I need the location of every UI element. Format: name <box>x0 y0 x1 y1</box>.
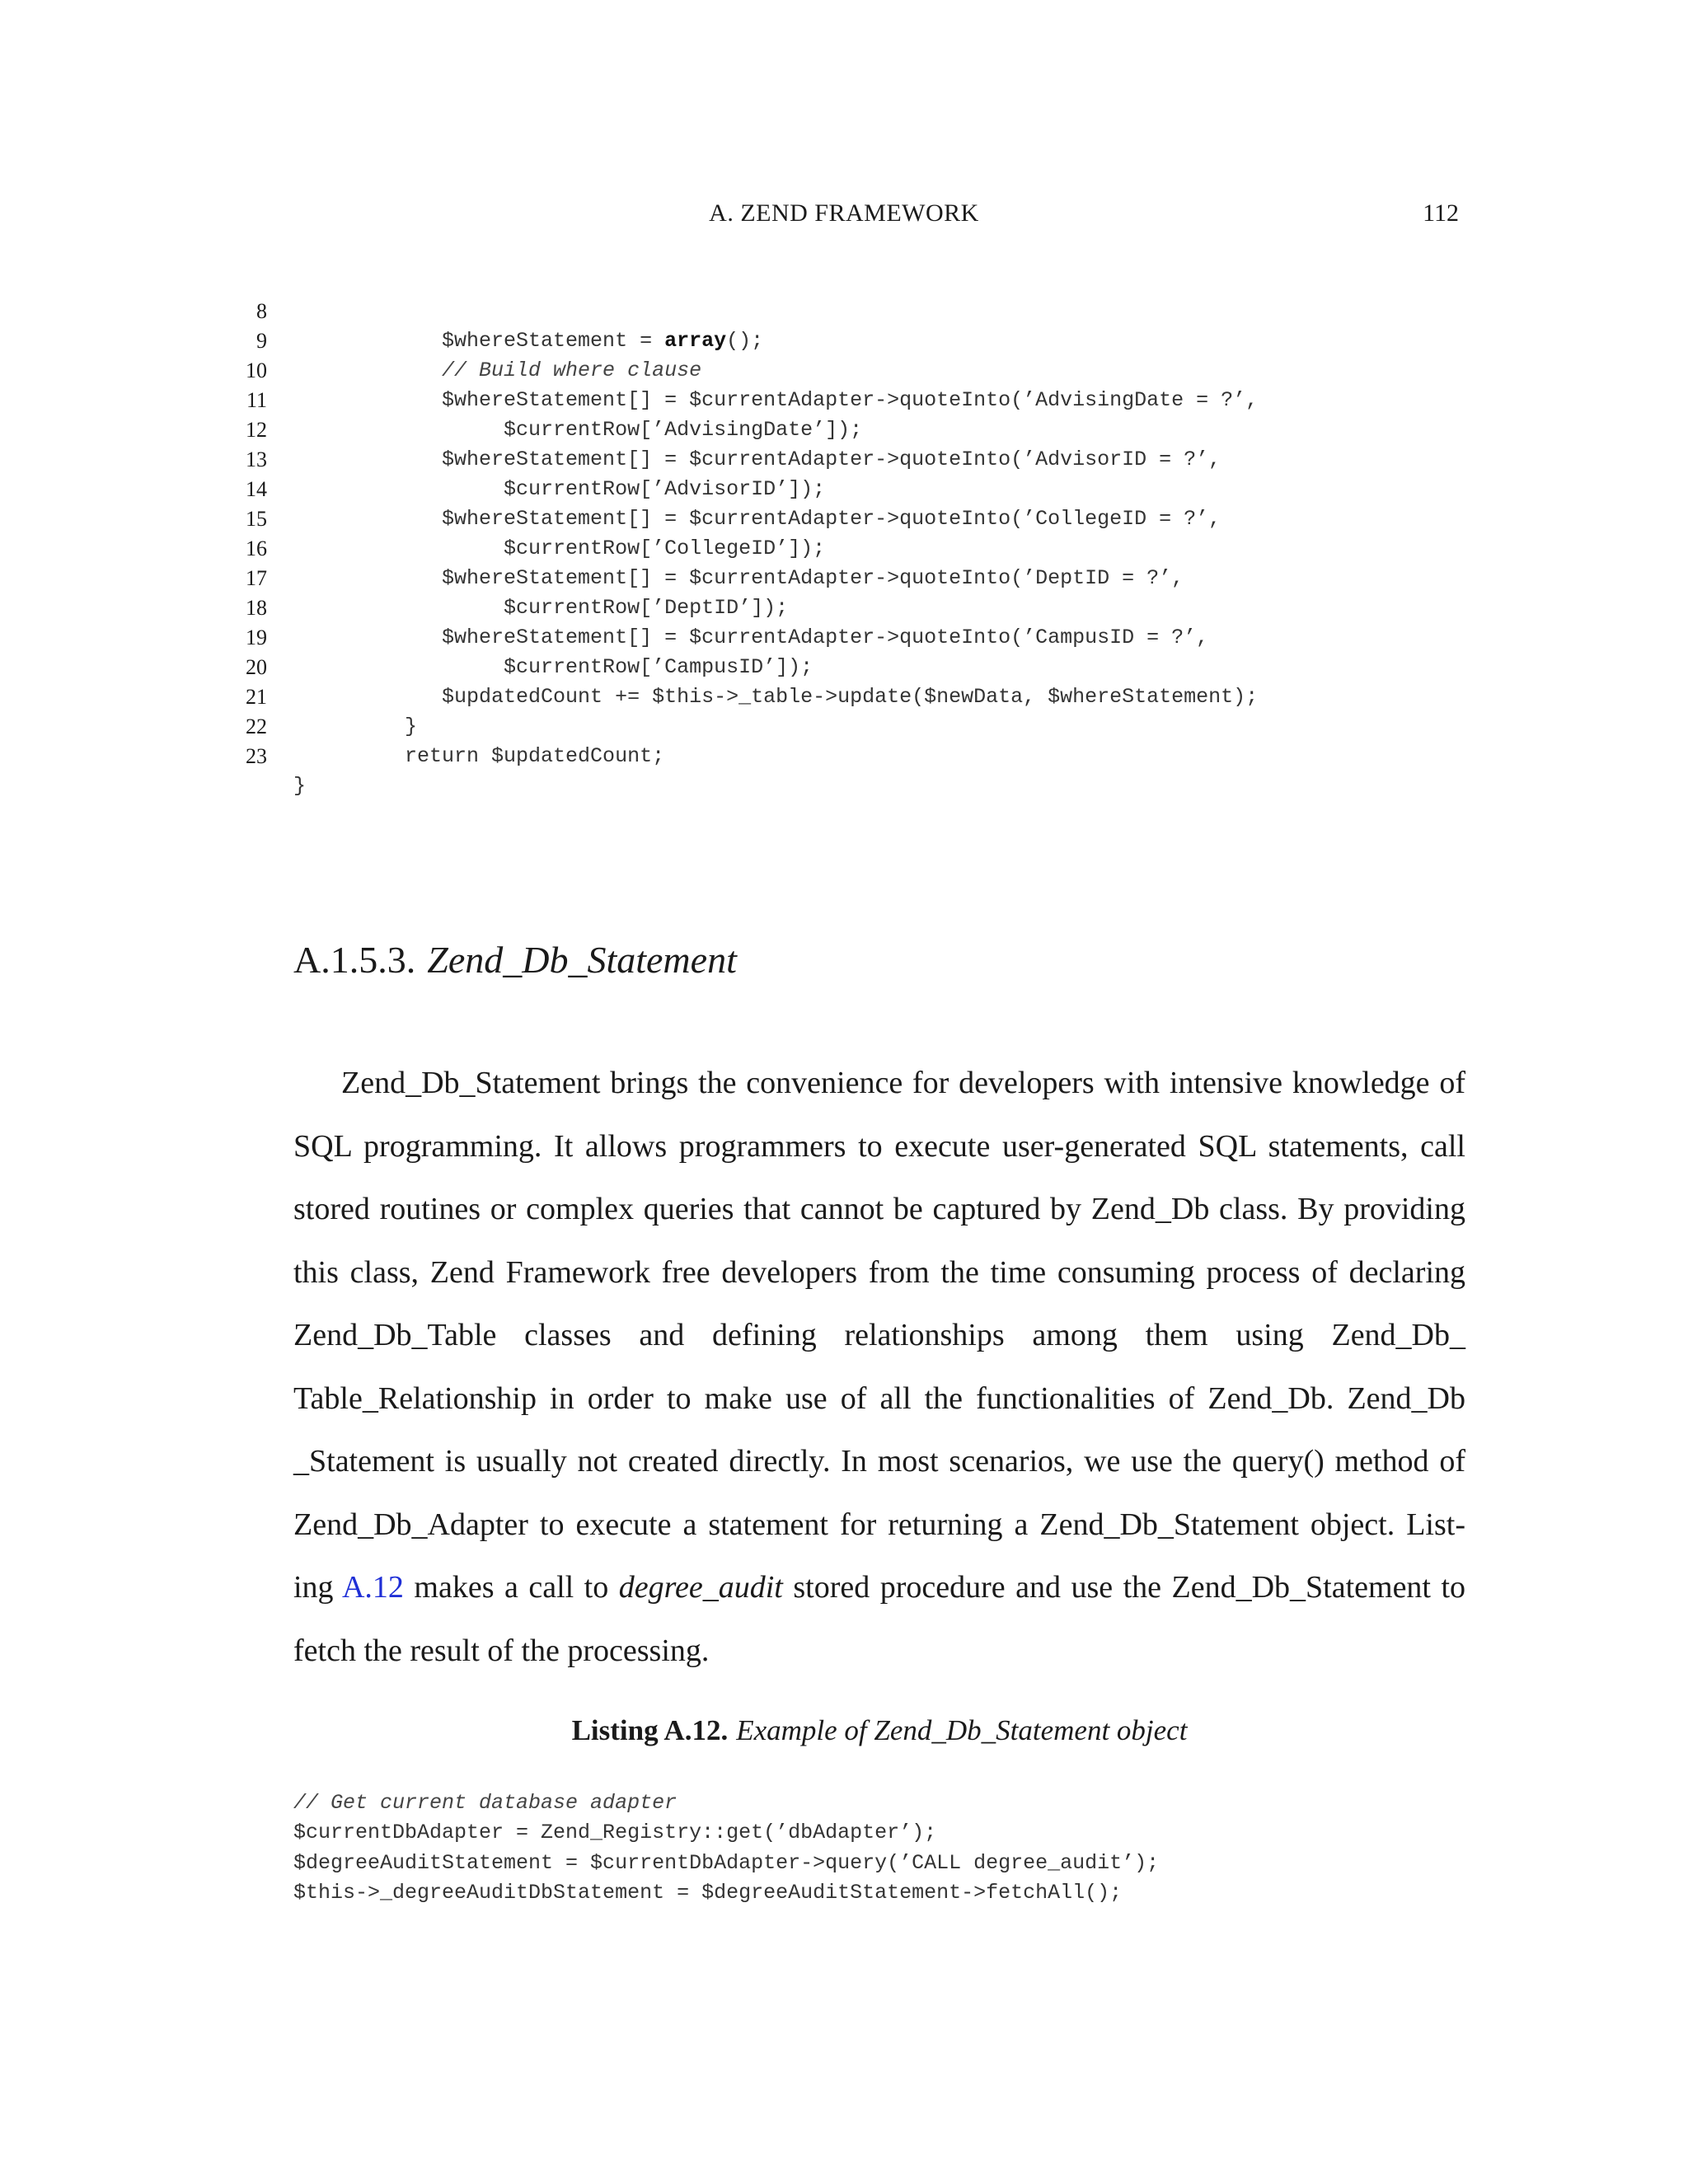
code-text: return $updatedCount; <box>293 744 665 768</box>
body-paragraph <box>293 1052 1465 1682</box>
code-text: } <box>293 715 418 738</box>
listing-caption <box>0 1714 1688 1747</box>
section-heading <box>293 938 737 982</box>
code-text-pre: $whereStatement = <box>293 329 665 353</box>
page-number: 112 <box>1423 199 1459 227</box>
line-number: 8 <box>256 299 267 323</box>
listing-reference-link[interactable]: A.12 <box>341 1570 404 1605</box>
section-number: A.1.5.3. <box>293 939 416 981</box>
line-number: 17 <box>246 566 267 590</box>
code-text: $whereStatement[] = $currentAdapter->quoteInto(’DeptID = ?’, <box>293 566 1184 590</box>
paragraph-text: Zend_Db_Statement brings the convenience for developers with intensive knowledge of SQL programming. It allows programmers to execute user-generated SQL statements, call stored routines or complex queries that cannot be captured by Zend_Db class. By providing this class, Zend Framework free developers from the time consuming process of declaring Zend_Db_Table classes and defining relationships among them using Zend_Db_ Table_Relationship in order to make use of all the functionalities of Zend_Db. Zend_Db _Statement is usually not created directly. In most scenarios, we use the query() method of Zend_Db_Adapter to execute a statement for returning a Zend_Db_Statement object. List- ing <box>293 1066 1465 1605</box>
header-title: A. ZEND FRAMEWORK <box>709 199 979 227</box>
code-text: $whereStatement[] = $currentAdapter->quoteInto(’AdvisorID = ?’, <box>293 448 1221 471</box>
code-text: $currentRow[’CampusID’]); <box>293 655 814 679</box>
line-number: 21 <box>246 685 267 709</box>
line-number: 10 <box>246 359 267 382</box>
code-text: $whereStatement[] = $currentAdapter->quoteInto(’CollegeID = ?’, <box>293 507 1221 531</box>
line-number: 22 <box>246 715 267 738</box>
line-number: 14 <box>246 477 267 501</box>
paragraph-text: stored procedure and use the Zend_Db_Statement to fetch the result of the processing. <box>293 1570 1466 1668</box>
section-title: Zend_Db_Statement <box>427 939 737 981</box>
line-number: 23 <box>246 744 267 768</box>
code-line <box>293 1788 1530 1844</box>
code-text: $updatedCount += $this->_table->update($newData, $whereStatement); <box>293 685 1259 709</box>
code-text: $currentDbAdapter = Zend_Registry::get(’dbAdapter’); <box>293 1821 937 1844</box>
code-text: $currentRow[’CollegeID’]); <box>293 537 826 560</box>
code-text-post: (); <box>726 329 764 353</box>
line-number: 16 <box>246 537 267 560</box>
code-text: $whereStatement[] = $currentAdapter->quoteInto(’AdvisingDate = ?’, <box>293 388 1259 412</box>
line-number: 20 <box>246 655 267 679</box>
code-text: $degreeAuditStatement = $currentDbAdapter->query(’CALL degree_audit’); <box>293 1850 1160 1875</box>
code-text: $currentRow[’AdvisorID’]); <box>293 477 826 501</box>
listing-label: Listing A.12. <box>571 1714 729 1746</box>
code-text: $this->_degreeAuditDbStatement = $degreeAuditStatement->fetchAll(); <box>293 1881 1123 1905</box>
line-number: 11 <box>246 388 267 412</box>
code-text: $whereStatement[] = $currentAdapter->quoteInto(’CampusID = ?’, <box>293 626 1209 649</box>
code-comment: // Get current database adapter <box>293 1790 678 1815</box>
listing-caption-text: Example of Zend_Db_Statement object <box>736 1714 1188 1746</box>
code-text: $currentRow[’AdvisingDate’]); <box>293 418 863 442</box>
paragraph-text: makes a call to <box>414 1570 609 1605</box>
line-number: 15 <box>246 507 267 531</box>
line-number: 9 <box>256 329 267 353</box>
line-number: 18 <box>246 596 267 620</box>
code-listing-a12 <box>293 1758 1530 1905</box>
line-number: 13 <box>246 448 267 471</box>
code-line <box>293 1818 1530 1875</box>
code-line <box>239 267 1475 353</box>
line-number: 12 <box>246 418 267 442</box>
code-text: $currentRow[’DeptID’]); <box>293 596 789 620</box>
code-text: } <box>293 774 307 798</box>
code-comment: // Build where clause <box>293 359 702 382</box>
code-line <box>293 1758 1530 1815</box>
code-line <box>293 1849 1530 1905</box>
line-number: 19 <box>246 626 267 649</box>
code-listing-continuation <box>239 267 1475 798</box>
code-keyword: array <box>664 329 727 353</box>
emphasis-text: degree_audit <box>618 1570 783 1605</box>
